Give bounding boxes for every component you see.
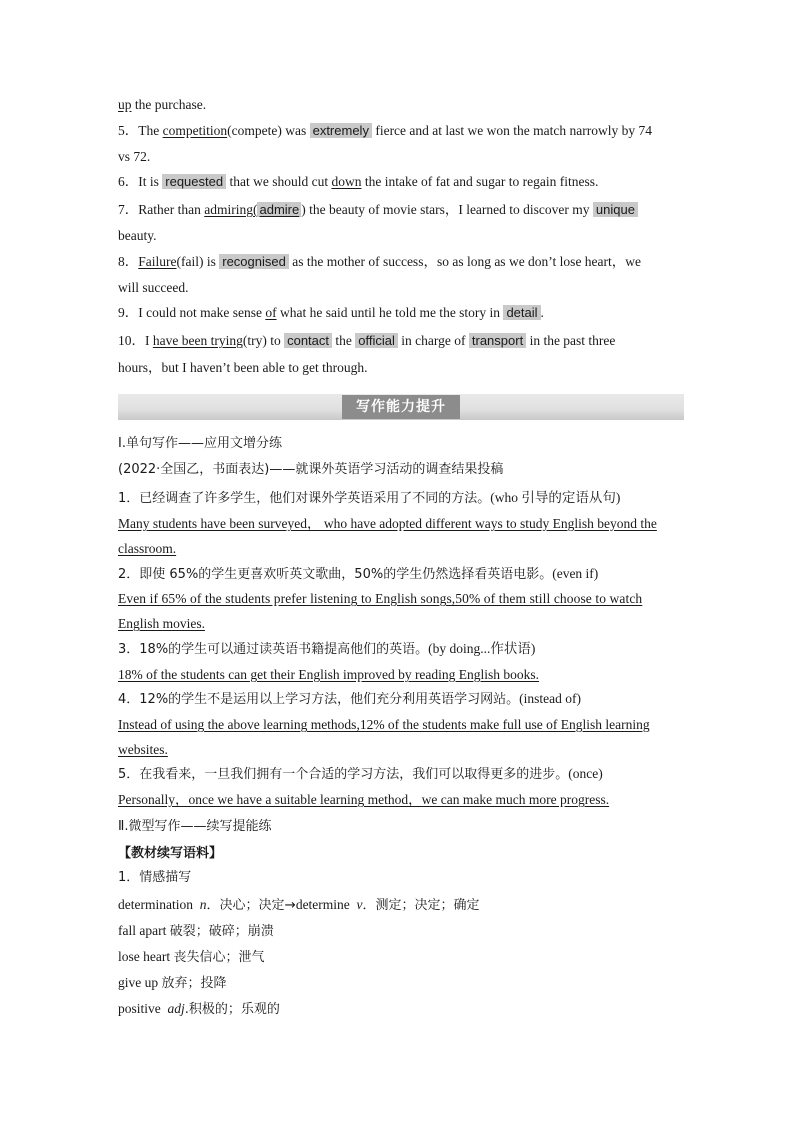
answer-line: Instead of using the above learning methods,12% of the students make full use of English learning xyxy=(118,717,650,732)
vocab-item xyxy=(118,974,688,993)
section-heading: Ⅱ.微型写作——续写提能练 xyxy=(118,819,272,834)
prompt-hint: (once) xyxy=(568,766,603,781)
answer-blank: Failure xyxy=(138,254,177,269)
section-source: (2022·全国乙，书面表达)——就课外英语学习活动的调查结果投稿 xyxy=(118,462,504,477)
vocab-meaning: ．决心；决定 xyxy=(206,898,285,913)
exercise-10 xyxy=(118,332,688,350)
prompt-text: 5．在我看来，一旦我们拥有一个合适的学习方法，我们可以取得更多的进步。 xyxy=(118,767,569,782)
hint-close: ) xyxy=(301,202,306,217)
arrow-icon: → xyxy=(284,897,296,913)
answer-line: Personally，once we have a suitable learning method，we can make much more progress. xyxy=(118,792,610,807)
exercise-8 xyxy=(118,253,688,271)
item-number: 6．It is xyxy=(118,174,163,189)
hint: (fail) is xyxy=(176,254,220,269)
vocab-item xyxy=(118,948,688,967)
answer-line: Even if 65% of the students prefer listening to English songs,50% of them still choose to watch xyxy=(118,591,643,606)
vocab-word: positive xyxy=(118,1001,165,1016)
text: will succeed. xyxy=(118,280,189,295)
exercise-9 xyxy=(118,304,688,322)
exercise-8-cont xyxy=(118,279,688,297)
prompt-4 xyxy=(118,690,688,709)
vocab-meaning: 放弃；投降 xyxy=(161,976,227,991)
answer-highlight: recognised xyxy=(219,254,289,269)
answer-line: 18% of the students can get their English improved by reading English books. xyxy=(118,667,540,682)
text: beauty. xyxy=(118,228,157,243)
prompt-5 xyxy=(118,765,688,784)
hint-open: ( xyxy=(252,202,258,217)
vocab-pos: v xyxy=(356,897,363,912)
text: the beauty of movie stars，I learned to discover my xyxy=(305,202,593,217)
exercise-line xyxy=(118,96,688,114)
exercise-6 xyxy=(118,173,688,191)
prompt-text: 4．12%的学生不是运用以上学习方法，他们充分利用英语学习网站。 xyxy=(118,692,520,707)
section-banner-title: 写作能力提升 xyxy=(342,395,460,419)
vocab-meaning: .积极的；乐观的 xyxy=(184,1002,280,1017)
text: as the mother of success，so as long as we don’t lose heart，we xyxy=(288,254,642,269)
vocab-related: determine xyxy=(295,897,350,912)
prompt-3 xyxy=(118,640,688,659)
item-number: 10．I xyxy=(118,333,153,348)
answer-highlight: requested xyxy=(162,174,226,189)
prompt-hint: (instead of) xyxy=(519,691,582,706)
item-number: 5．The xyxy=(118,123,163,138)
text: hours，but I haven’t been able to get through. xyxy=(118,360,368,375)
category-heading: 1．情感描写 xyxy=(118,870,192,885)
vocab-pos: adj xyxy=(167,1001,185,1016)
answer-highlight: extremely xyxy=(310,123,372,138)
vocab-word: determination xyxy=(118,897,193,912)
answer-blank: admiring xyxy=(204,202,253,217)
prompt-2 xyxy=(118,565,688,584)
answer-line: English movies. xyxy=(118,616,205,631)
hint-highlight: admire xyxy=(259,202,300,217)
prompt-hint: (who 引导的定语从句) xyxy=(490,490,621,505)
answer-blank: up xyxy=(118,97,132,112)
text: the purchase. xyxy=(131,97,207,112)
answer-highlight: detail xyxy=(503,305,540,320)
exercise-7 xyxy=(118,201,688,219)
vocab-meaning: 破裂；破碎；崩溃 xyxy=(169,924,274,939)
section-banner xyxy=(118,394,684,420)
prompt-text: 3．18%的学生可以通过读英语书籍提高他们的英语。 xyxy=(118,642,429,657)
vocab-meaning: 丧失信心；泄气 xyxy=(173,950,265,965)
text: in charge of xyxy=(397,333,469,348)
section-subheading: 【教材续写语料】 xyxy=(118,846,223,861)
vocab-item xyxy=(118,922,688,941)
vocab-item xyxy=(118,896,688,915)
item-number: 8． xyxy=(118,254,139,269)
text: the xyxy=(332,333,356,348)
text: in the past three xyxy=(526,333,616,348)
item-number: 9．I could not make sense xyxy=(118,305,266,320)
answer-blank: of xyxy=(265,305,277,320)
text: . xyxy=(540,305,544,320)
vocab-word: lose heart xyxy=(118,949,171,964)
text: fierce and at last we won the match narrowly by 74 xyxy=(371,123,652,138)
prompt-1 xyxy=(118,489,688,508)
text: that we should cut xyxy=(226,174,332,189)
vocab-word: give up xyxy=(118,975,159,990)
item-number: 7．Rather than xyxy=(118,202,205,217)
answer-highlight: official xyxy=(355,333,398,348)
prompt-hint: (even if) xyxy=(552,566,599,581)
answer-highlight: unique xyxy=(593,202,638,217)
answer-blank: competition xyxy=(162,123,228,138)
prompt-text: 1．已经调查了许多学生，他们对课外学英语采用了不同的方法。 xyxy=(118,491,491,506)
exercise-5 xyxy=(118,122,688,140)
answer-highlight: contact xyxy=(284,333,332,348)
answer-highlight: transport xyxy=(469,333,526,348)
vocab-meaning: ．测定；决定；确定 xyxy=(362,898,480,913)
exercise-7-cont xyxy=(118,227,688,245)
prompt-text: 2．即使 65%的学生更喜欢听英文歌曲，50%的学生仍然选择看英语电影。 xyxy=(118,567,553,582)
vocab-item xyxy=(118,1000,688,1019)
section-heading: Ⅰ.单句写作——应用文增分练 xyxy=(118,436,282,451)
text: what he said until he told me the story in xyxy=(276,305,504,320)
hint: (try) to xyxy=(242,333,285,348)
answer-blank: down xyxy=(331,174,362,189)
exercise-10-cont xyxy=(118,359,688,377)
vocab-word: fall apart xyxy=(118,923,167,938)
hint: (compete) was xyxy=(227,123,310,138)
answer-line: classroom. xyxy=(118,541,177,556)
answer-line: websites. xyxy=(118,742,168,757)
vocab-pos: n xyxy=(199,897,207,912)
text: vs 72. xyxy=(118,149,151,164)
text: the intake of fat and sugar to regain fitness. xyxy=(361,174,599,189)
prompt-hint: (by doing...作状语) xyxy=(428,641,536,656)
answer-blank: have been trying xyxy=(152,333,243,348)
answer-line: Many students have been surveyed， who have adopted different ways to study English beyond the xyxy=(118,516,657,531)
exercise-5-cont xyxy=(118,148,688,166)
